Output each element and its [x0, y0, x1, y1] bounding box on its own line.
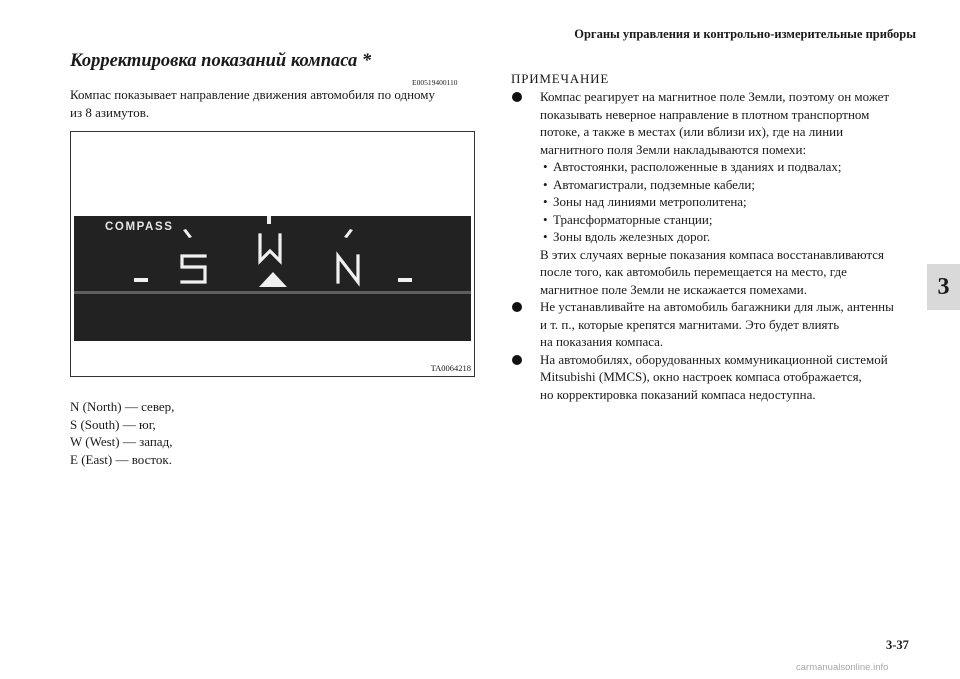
note-line: Mitsubishi (MMCS), окно настроек компаса отображается,: [540, 369, 862, 384]
bullet-icon: [512, 92, 522, 102]
page-number: 3-37: [886, 638, 909, 652]
small-bullet-icon: •: [543, 159, 548, 174]
compass-segments: [74, 216, 471, 341]
segment-letter-n: [338, 256, 358, 282]
left-diagonal-tick: [183, 229, 192, 238]
chapter-tab: 3: [927, 264, 960, 310]
note-line: На автомобилях, оборудованных коммуникационной системой: [540, 351, 888, 367]
right-diagonal-tick: [344, 229, 353, 238]
legend-item: N (North) — север,: [70, 399, 175, 414]
display-divider: [74, 291, 471, 294]
compass-display-panel: [74, 216, 471, 341]
section-title: Корректировка показаний компаса *: [70, 51, 372, 71]
left-dash-segment: [134, 278, 148, 282]
legend-item: W (West) — запад,: [70, 434, 173, 449]
note-item: [511, 88, 921, 298]
intro-line: Компас показывает направление движения автомобиля по одному: [70, 87, 436, 102]
note-line: В этих случаях верные показания компаса восстанавливаются: [540, 246, 884, 262]
figure-code: TA0064218: [430, 363, 471, 373]
note-subitem: • Трансформаторные станции;: [543, 211, 713, 227]
note-line: потоке, а также в местах (или вблизи их), где на линии: [540, 124, 844, 139]
note-line: на показания компаса.: [540, 334, 664, 349]
direction-arrow-icon: [259, 272, 287, 287]
note-item: [511, 298, 921, 351]
segment-letter-s: [182, 256, 205, 282]
note-subitem: • Зоны над линиями метрополитена;: [543, 194, 747, 209]
right-dash-segment: [398, 278, 412, 282]
segment-letter-w: [260, 235, 280, 261]
note-line: магнитное поле Земли не искажается помехами.: [540, 281, 807, 297]
note-line: показывать неверное направление в плотном транспортном: [540, 106, 870, 122]
legend-item: S (South) — юг,: [70, 416, 156, 432]
small-bullet-icon: •: [543, 176, 548, 192]
note-line: магнитного поля Земли накладываются помехи:: [540, 141, 807, 157]
note-subitem: • Автостоянки, расположенные в зданиях и подвалах;: [543, 159, 842, 174]
note-line: но корректировка показаний компаса недоступна.: [540, 386, 816, 402]
bullet-icon: [512, 355, 522, 365]
running-header: Органы управления и контрольно-измерительные приборы: [574, 27, 916, 41]
legend-item: E (East) — восток.: [70, 451, 172, 467]
compass-display-figure: [70, 131, 475, 377]
note-subitem: • Автомагистрали, подземные кабели;: [543, 176, 755, 192]
intro-paragraph: [70, 86, 482, 121]
note-line: и т. п., которые крепятся магнитами. Это будет влиять: [540, 316, 840, 332]
note-list: [511, 88, 921, 403]
note-item: [511, 351, 921, 404]
top-tick-segment: [267, 216, 271, 224]
bullet-icon: [512, 302, 522, 312]
small-bullet-icon: •: [543, 194, 548, 209]
direction-legend: [70, 398, 174, 468]
small-bullet-icon: •: [543, 211, 548, 227]
section-reference-code: E00519400110: [412, 78, 458, 87]
note-line: Компас реагирует на магнитное поле Земли, поэтому он может: [540, 89, 890, 104]
intro-line: из 8 азимутов.: [70, 104, 150, 120]
watermark: carmanualsonline.info: [796, 662, 889, 673]
small-bullet-icon: •: [543, 229, 548, 244]
compass-label: COMPASS: [105, 221, 174, 233]
note-title: ПРИМЕЧАНИЕ: [511, 71, 610, 86]
note-line: после того, как автомобиль перемещается на место, где: [540, 264, 847, 279]
note-line: Не устанавливайте на автомобиль багажники для лыж, антенны: [540, 299, 894, 314]
note-subitem: • Зоны вдоль железных дорог.: [543, 229, 711, 244]
